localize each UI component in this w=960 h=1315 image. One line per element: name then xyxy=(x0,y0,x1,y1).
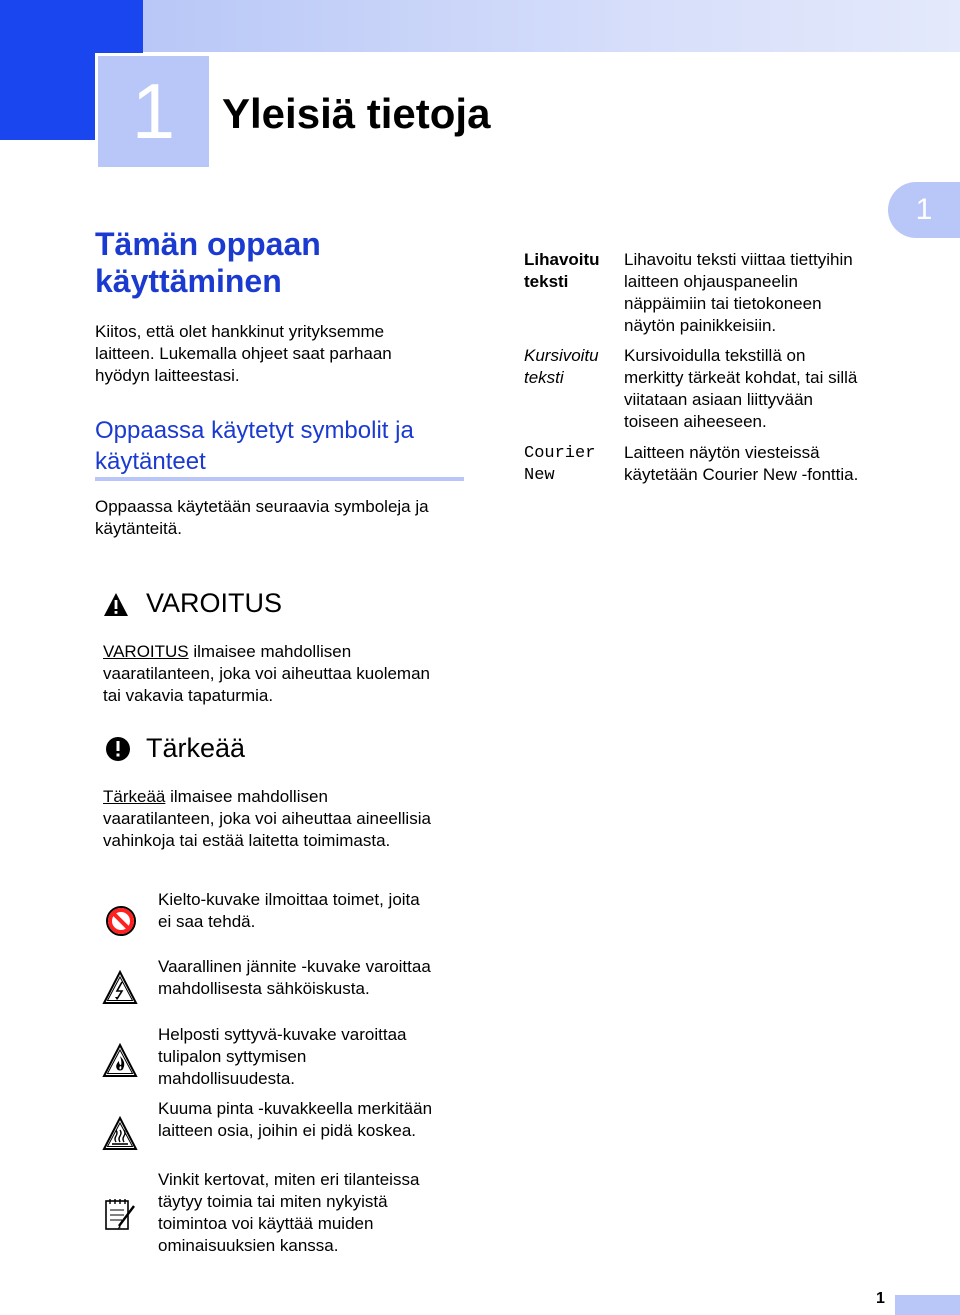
icon-desc-line: ei saa tehdä. xyxy=(158,912,256,931)
warning-heading: VAROITUS xyxy=(146,588,283,618)
icon-desc-line: Kielto-kuvake ilmoittaa toimet, joita xyxy=(158,890,420,909)
subsection-title-line: Oppaassa käytetyt symbolit ja xyxy=(95,417,414,444)
important-exclamation-icon xyxy=(105,736,131,762)
warning-line xyxy=(103,641,430,663)
fire-hazard-icon xyxy=(102,1043,138,1079)
side-tab-number: 1 xyxy=(915,193,933,226)
icon-desc-line: tulipalon syttymisen xyxy=(158,1047,307,1066)
icon-desc-line: Kuuma pinta -kuvakkeella merkitään xyxy=(158,1099,433,1118)
term-line: Courier xyxy=(524,444,596,463)
warning-line-rest: ilmaisee mahdollisen xyxy=(188,642,352,661)
icon-desc-hot-surface xyxy=(158,1098,432,1142)
important-line: vaaratilanteen, joka voi aiheuttaa aineellisia xyxy=(103,809,431,828)
term-line: teksti xyxy=(524,368,564,387)
chapter-number: 1 xyxy=(131,67,176,155)
prohibition-icon xyxy=(103,903,139,939)
important-keyword: Tärkeää xyxy=(103,787,166,806)
term-line: New xyxy=(524,466,555,485)
desc-line: laitteen ohjauspaneelin xyxy=(624,272,798,291)
note-icon xyxy=(102,1196,138,1232)
electrical-hazard-icon xyxy=(102,970,138,1006)
intro-line: laitteen. Lukemalla ohjeet saat parhaan xyxy=(95,344,392,363)
warning-line: tai vakavia tapaturmia. xyxy=(103,686,274,705)
intro-line: hyödyn laitteestasi. xyxy=(95,366,240,385)
icon-desc-line: laitteen osia, joihin ei pidä koskea. xyxy=(158,1121,416,1140)
desc-line: näytön painikkeisiin. xyxy=(624,316,777,335)
section-intro xyxy=(95,321,392,387)
warning-keyword: VAROITUS xyxy=(103,642,189,661)
icon-desc-line: ominaisuuksien kanssa. xyxy=(158,1236,339,1255)
subsection-text xyxy=(95,496,429,540)
icon-desc-prohibition xyxy=(158,889,420,933)
warning-line: vaaratilanteen, joka voi aiheuttaa kuoleman xyxy=(103,664,430,683)
chapter-title: Yleisiä tietoja xyxy=(222,90,491,137)
subsection-rule xyxy=(95,477,464,481)
term-line: teksti xyxy=(524,272,569,291)
footer-bar xyxy=(895,1295,960,1315)
desc-line: Kursivoidulla tekstillä on xyxy=(624,346,806,365)
desc-line: näppäimiin tai tietokoneen xyxy=(624,294,822,313)
subsection-text-line: käytänteitä. xyxy=(95,519,182,538)
icon-desc-line: mahdollisuudesta. xyxy=(158,1069,296,1088)
important-line-rest: ilmaisee mahdollisen xyxy=(165,787,328,806)
icon-desc-line: täytyy toimia tai miten nykyistä xyxy=(158,1192,388,1211)
important-line: vahinkoja tai estää laitetta toimimasta. xyxy=(103,831,391,850)
convention-term-courier xyxy=(524,443,595,487)
convention-desc-italic xyxy=(624,345,857,433)
intro-line: Kiitos, että olet hankkinut yrityksemme xyxy=(95,322,385,341)
desc-line: käytetään Courier New -fonttia. xyxy=(624,465,859,484)
icon-desc-line: Vinkit kertovat, miten eri tilanteissa xyxy=(158,1170,420,1189)
convention-term-italic xyxy=(524,345,599,389)
subsection-title xyxy=(95,415,414,477)
desc-line: toiseen aiheeseen. xyxy=(624,412,767,431)
icon-desc-electrical xyxy=(158,956,431,1000)
desc-line: Laitteen näytön viesteissä xyxy=(624,443,820,462)
desc-line: Lihavoitu teksti viittaa tiettyihin xyxy=(624,250,853,269)
important-line xyxy=(103,786,431,808)
icon-desc-line: mahdollisesta sähköiskusta. xyxy=(158,979,370,998)
convention-term-bold xyxy=(524,249,600,293)
icon-desc-line: toimintoa voi käyttää muiden xyxy=(158,1214,374,1233)
desc-line: viitataan asiaan liittyvään xyxy=(624,390,814,409)
hot-surface-icon xyxy=(102,1116,138,1152)
term-line: Kursivoitu xyxy=(524,346,599,365)
icon-desc-line: Helposti syttyvä-kuvake varoittaa xyxy=(158,1025,407,1044)
subsection-title-line: käytänteet xyxy=(95,448,206,475)
icon-desc-note xyxy=(158,1169,419,1257)
term-line: Lihavoitu xyxy=(524,250,600,269)
convention-desc-courier xyxy=(624,442,858,486)
important-heading: Tärkeää xyxy=(146,733,246,763)
icon-desc-fire xyxy=(158,1024,407,1090)
warning-text xyxy=(103,641,430,707)
icon-desc-line: Vaarallinen jännite -kuvake varoittaa xyxy=(158,957,431,976)
important-text xyxy=(103,786,431,852)
section-title: Tämän oppaan käyttäminen xyxy=(95,226,321,299)
warning-triangle-icon xyxy=(103,592,129,618)
page-number: 1 xyxy=(876,1290,885,1307)
convention-desc-bold xyxy=(624,249,853,337)
desc-line: merkitty tärkeät kohdat, tai sillä xyxy=(624,368,858,387)
subsection-text-line: Oppaassa käytetään seuraavia symboleja ja xyxy=(95,497,429,516)
header-band xyxy=(143,0,960,52)
